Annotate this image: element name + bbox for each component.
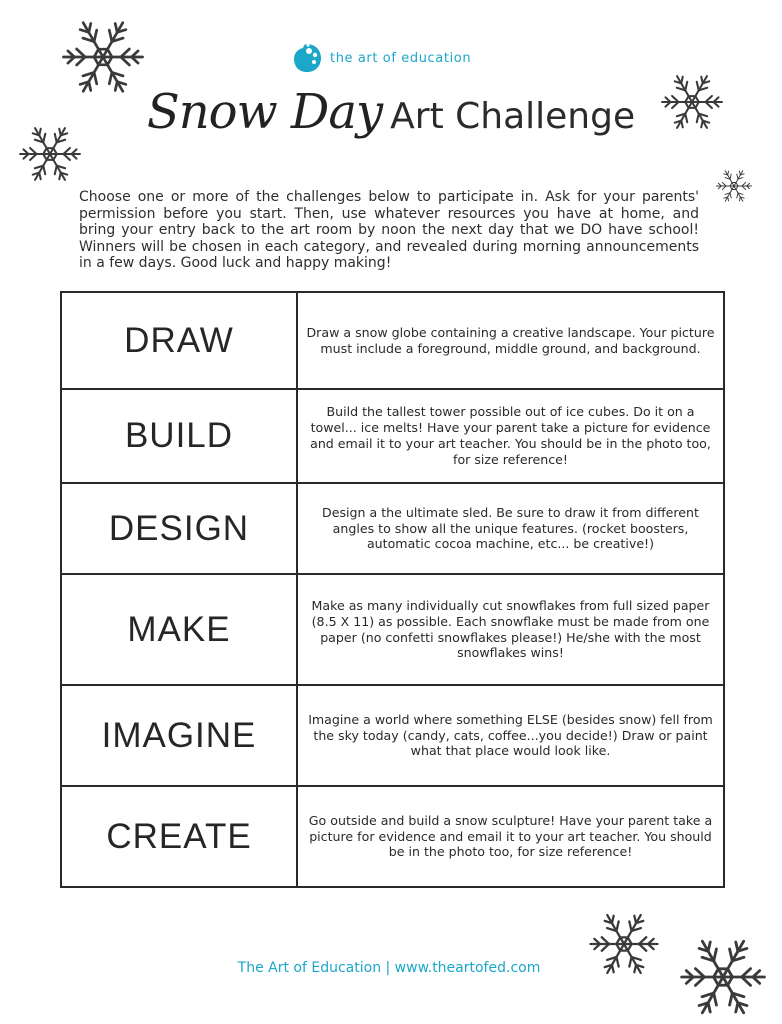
title-script: Snow Day xyxy=(146,84,383,140)
table-row xyxy=(61,685,724,786)
table-row xyxy=(61,786,724,887)
intro-paragraph: Choose one or more of the challenges below to participate in. Ask for your parents' permission before you start. Then, use whatever resources you have at home, and bring your entry back to the art room by noon the next day that we DO have school! Winners will be chosen in each category, and revealed during morning announcements in a few days. Good luck and happy making! xyxy=(79,189,699,272)
challenge-word: BUILD xyxy=(61,389,297,483)
snowflake-icon xyxy=(714,166,754,206)
footer-text: The Art of Education | www.theartofed.com xyxy=(237,960,541,976)
challenge-description: Draw a snow globe containing a creative landscape. Your picture must include a foreground, middle ground, and background. xyxy=(297,292,724,389)
challenge-word: CREATE xyxy=(61,786,297,887)
title-plain: Art Challenge xyxy=(390,96,636,137)
page-title xyxy=(0,84,782,140)
challenge-table xyxy=(60,291,725,888)
brand-name: the art of education xyxy=(330,50,472,66)
challenge-description: Build the tallest tower possible out of ice cubes. Do it on a towel... ice melts! Have your parent take a picture for evidence and email it to your art teacher. You should be in the photo too, for size reference! xyxy=(297,389,724,483)
brand-logo xyxy=(292,42,471,74)
table-row xyxy=(61,389,724,483)
challenge-description: Imagine a world where something ELSE (besides snow) fell from the sky today (candy, cats, coffee...you decide!) Draw or paint what that place would look like. xyxy=(297,685,724,786)
challenge-description: Go outside and build a snow sculpture! Have your parent take a picture for evidence and email it to your art teacher. You should be in the photo too, for size reference! xyxy=(297,786,724,887)
table-row xyxy=(61,292,724,389)
challenge-description: Design a the ultimate sled. Be sure to draw it from different angles to show all the unique features. (rocket boosters, automatic cocoa machine, etc... be creative!) xyxy=(297,483,724,574)
challenge-description: Make as many individually cut snowflakes from full sized paper (8.5 X 11) as possible. Each snowflake must be made from one paper (no confetti snowflakes please!) He/she with the most snowflakes wins! xyxy=(297,574,724,685)
challenge-word: IMAGINE xyxy=(61,685,297,786)
snowflake-icon xyxy=(668,930,778,1024)
palette-logo-icon xyxy=(292,42,322,74)
table-row xyxy=(61,483,724,574)
challenge-word: DESIGN xyxy=(61,483,297,574)
challenge-word: DRAW xyxy=(61,292,297,389)
table-row xyxy=(61,574,724,685)
challenge-word: MAKE xyxy=(61,574,297,685)
